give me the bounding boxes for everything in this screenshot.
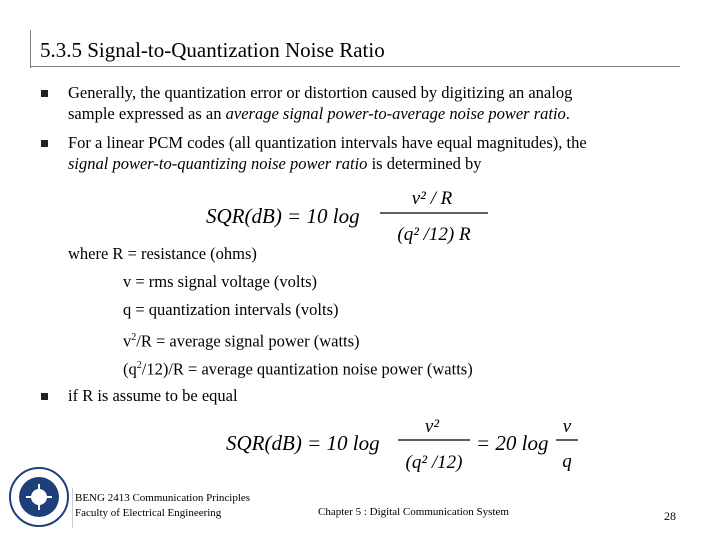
equation-2-denominator-2: q — [562, 451, 572, 472]
bullet-1 — [68, 82, 708, 124]
def-noise-power: $(q^2/12)/R$ = average quantization noise power (watts) — [123, 359, 473, 379]
bullet-3: if R is assume to be equal — [68, 386, 238, 405]
bullet-1-line-1: Generally, the quantization error or distortion caused by digitizing an analog — [68, 83, 573, 102]
bullet-2-line-1: For a linear PCM codes (all quantization intervals have equal magnitudes), the — [68, 133, 587, 152]
equation-1-lhs: SQR(dB) = 10 log — [206, 204, 360, 228]
footer-faculty: Faculty of Electrical Engineering — [75, 507, 222, 519]
def-quantization: q = quantization intervals (volts) — [123, 300, 339, 319]
footer-course: BENG 2413 Communication Principles — [75, 492, 251, 504]
bullet-marker — [41, 140, 48, 147]
title-divider — [30, 66, 680, 67]
bullet-1-line-2: sample expressed as an average signal power-to-average noise power ratio. — [68, 104, 570, 123]
page-number: 28 — [664, 509, 676, 523]
def-voltage: v = rms signal voltage (volts) — [123, 272, 317, 291]
footer-chapter: Chapter 5 : Digital Communication System — [318, 506, 509, 518]
equation-sqr-ratio — [200, 182, 500, 250]
equation-1-denominator: (q² /12) R — [397, 224, 471, 245]
equation-2-numerator-2: v — [562, 416, 572, 437]
equation-sqr-simplified — [220, 412, 590, 480]
bullet-marker — [41, 90, 48, 97]
university-logo — [8, 466, 70, 528]
footer-divider — [72, 488, 73, 528]
bullet-2-line-2: signal power-to-quantizing noise power ratio is determined by — [68, 154, 482, 173]
equation-2-denominator-1: (q² /12) — [405, 452, 463, 473]
slide-title: 5.3.5 Signal-to-Quantization Noise Ratio — [40, 38, 385, 62]
equation-2-lhs: SQR(dB) = 10 log — [226, 431, 380, 455]
equation-2-middle: = 20 log — [476, 431, 549, 455]
equation-2-numerator-1: v² — [424, 416, 440, 437]
bullet-marker — [41, 393, 48, 400]
bullet-2 — [68, 132, 708, 174]
title-accent-bar — [30, 30, 31, 68]
def-signal-power: $v^2/R$ = average signal power (watts) — [123, 331, 360, 351]
where-line: where R = resistance (ohms) — [68, 244, 257, 263]
equation-1-numerator: v² / R — [411, 188, 453, 209]
footer-course-info — [75, 491, 250, 521]
